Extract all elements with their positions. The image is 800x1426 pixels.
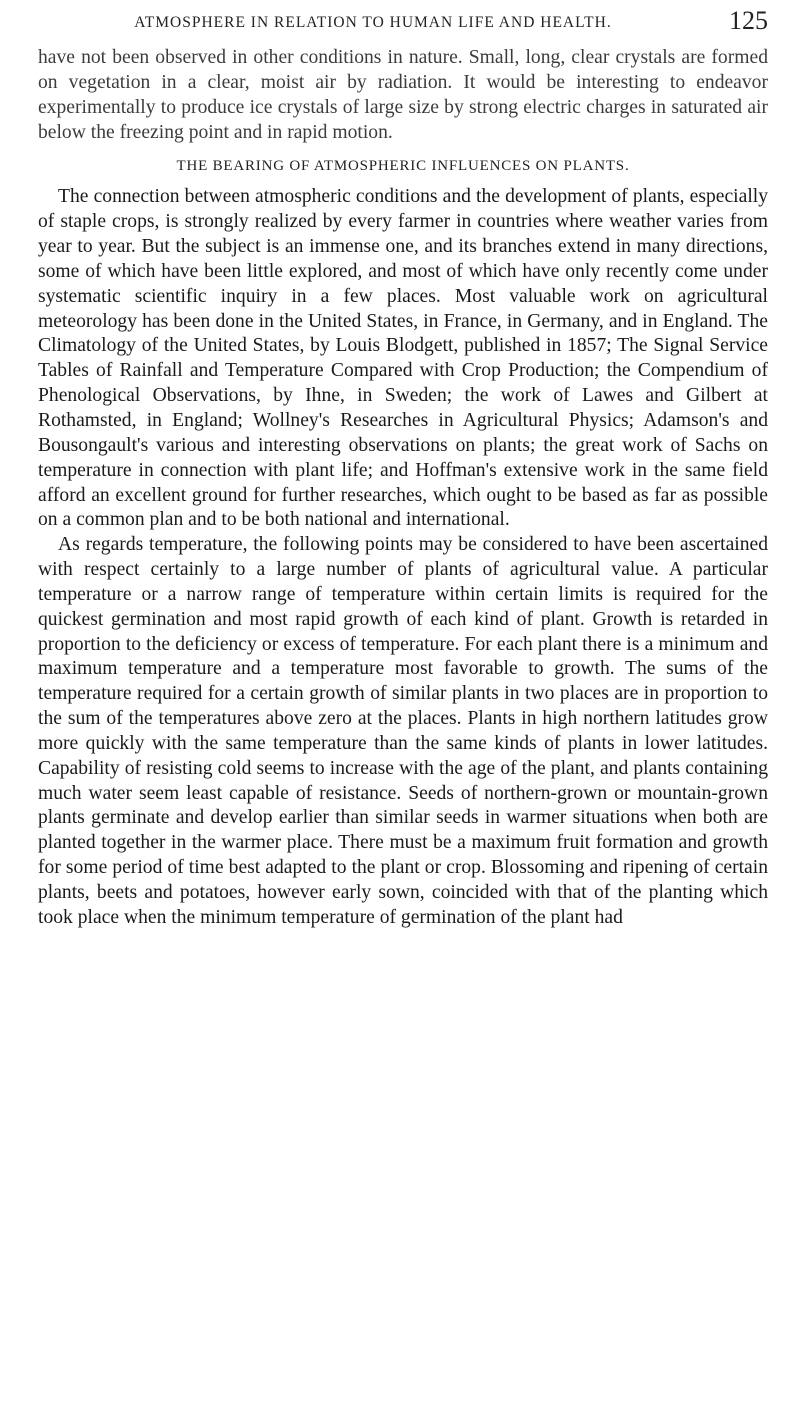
paragraph-temperature: As regards temperature, the following points may be considered to have been ascertained with respect certainly to a large number of plants of agricultural value. A particular temperature or a narrow range of temperature within certain limits is required for the quickest germination and most rapid growth of each kind of plant. Growth is retarded in proportion to the deficiency or excess of temperature. For each plant there is a minimum and maximum temperature and a temperature most favorable to growth. The sums of the temperature required for a certain growth of similar plants in two places are in proportion to the sum of the temperatures above zero at the places. Plants in high northern latitudes grow more quickly with the same temperature than the same kinds of plants in lower latitudes. Capability of resisting cold seems to increase with the age of the plant, and plants containing much water seem least capable of resistance. Seeds of northern-grown or mountain-grown plants germinate and develop earlier than similar seeds in warmer situations when both are planted together in the warmer place. There must be a maximum fruit formation and growth for some period of time best adapted to the plant or crop. Blossoming and ripening of certain plants, beets and potatoes, however early sown, coincided with that of the planting which took place when the minimum temperature of germination of the plant had — [38, 534, 768, 928]
book-page — [38, 6, 768, 931]
page-number: 125 — [729, 6, 768, 35]
running-head — [38, 6, 768, 46]
continued-paragraph: have not been observed in other conditions in nature. Small, long, clear crystals are formed on vegetation in a clear, moist air by radiation. It would be interesting to endeavor experimentally to produce ice crystals of large size by strong electric charges in saturated air below the freezing point and in rapid motion. — [38, 47, 768, 143]
running-head-title: ATMOSPHERE IN RELATION TO HUMAN LIFE AND HEALTH. — [134, 14, 612, 31]
paragraph-plants-overview: The connection between atmospheric conditions and the development of plants, especially of staple crops, is strongly realized by every farmer in countries where weather varies from year to year. But the subject is an immense one, and its branches extend in many directions, some of which have been little explored, and most of which have only recently come under systematic scientific inquiry in a few places. Most valuable work on agricultural meteorology has been done in the United States, in France, in Germany, and in England. The Climatology of the United States, by Louis Blodgett, published in 1857; The Signal Service Tables of Rainfall and Temperature Compared with Crop Production; the Compendium of Phenological Observations, by Ihne, in Sweden; the work of Lawes and Gilbert at Rothamsted, in England; Wollney's Researches in Agricultural Physics; Adamson's and Bousongault's various and interesting observations on plants; the great work of Sachs on temperature in connection with plant life; and Hoffman's extensive work in the same field afford an excellent ground for further researches, which ought to be based as far as possible on a common plan and to be both national and international. — [38, 186, 768, 531]
section-heading: THE BEARING OF ATMOSPHERIC INFLUENCES ON PLANTS. — [176, 158, 630, 175]
